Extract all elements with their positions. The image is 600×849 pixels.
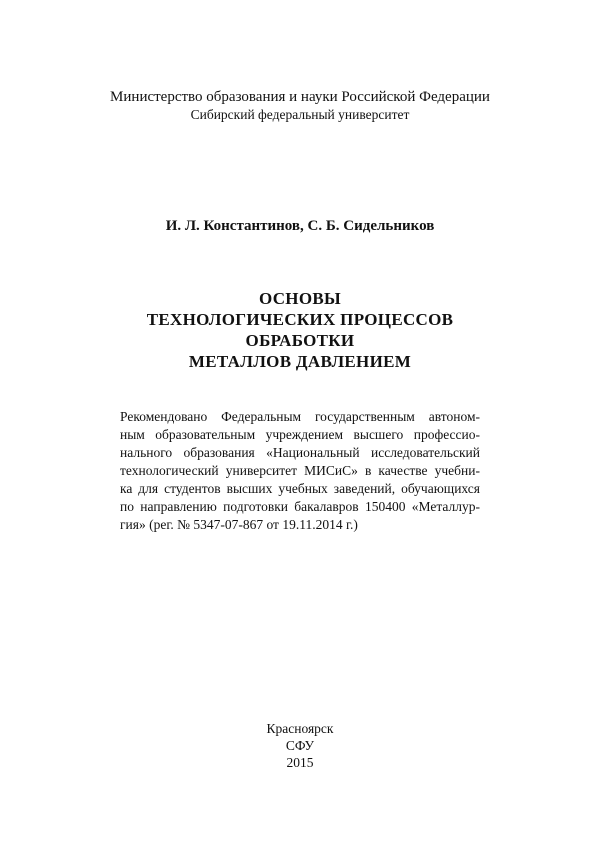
imprint (0, 720, 600, 771)
imprint-city: Красноярск (266, 721, 334, 736)
authors: И. Л. Константинов, С. Б. Сидельников (165, 218, 435, 234)
recommendation-paragraph (120, 408, 480, 534)
recommendation-line: Рекомендовано Федеральным государственным автоном- (120, 409, 480, 424)
imprint-year: 2015 (286, 755, 314, 770)
recommendation-line: ка для студентов высших учебных заведений, обучающихся (120, 481, 480, 496)
title-line: ТЕХНОЛОГИЧЕСКИХ ПРОЦЕССОВ (146, 310, 454, 329)
title-line: ОБРАБОТКИ (245, 331, 355, 350)
institution-header (0, 88, 600, 124)
recommendation-line: нального образования «Национальный исследовательский (120, 445, 480, 460)
recommendation-line: гия» (рег. № 5347-07-867 от 19.11.2014 г.) (120, 517, 358, 532)
university-name: Сибирский федеральный университет (190, 107, 410, 122)
imprint-publisher: СФУ (285, 738, 315, 753)
ministry-name: Министерство образования и науки Российской Федерации (110, 89, 490, 105)
recommendation-line: ным образовательным учреждением высшего профессио- (120, 427, 480, 442)
title-line: МЕТАЛЛОВ ДАВЛЕНИЕМ (188, 352, 412, 371)
title-line: ОСНОВЫ (259, 289, 341, 308)
recommendation-line: по направлению подготовки бакалавров 150400 «Металлур- (120, 499, 480, 514)
book-title (0, 288, 600, 372)
recommendation-line: технологический университет МИСиС» в качестве учебни- (120, 463, 480, 478)
